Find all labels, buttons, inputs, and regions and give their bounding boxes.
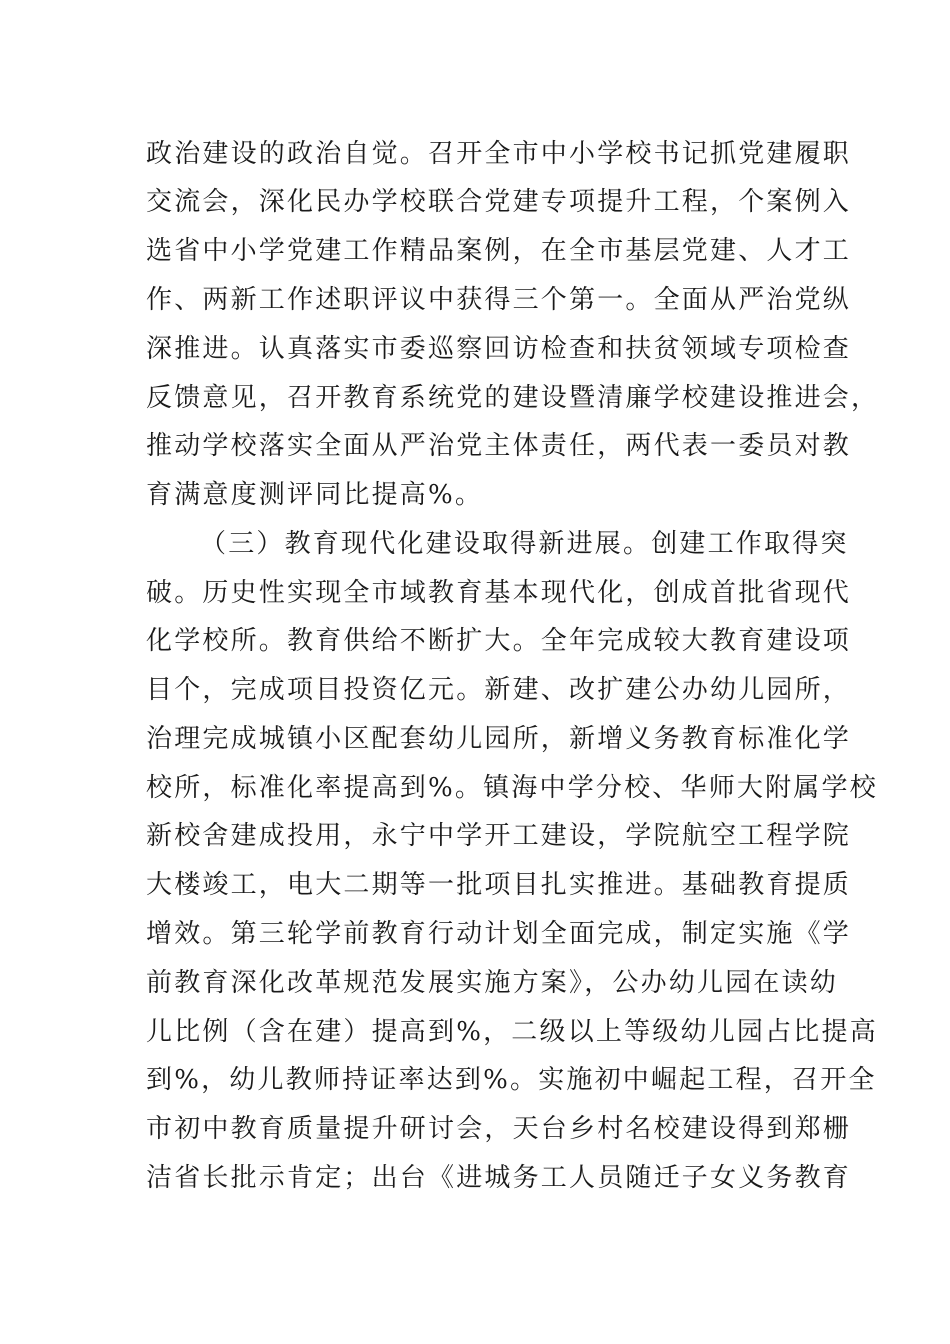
text-line: 到%，幼儿教师持证率达到%。实施初中崛起工程，召开全: [146, 1065, 877, 1095]
text-line: 儿比例（含在建）提高到%，二级以上等级幼儿园占比提高: [146, 1017, 878, 1047]
text-line: 新校舍建成投用，永宁中学开工建设，学院航空工程学院: [146, 821, 852, 851]
text-line: 反馈意见，召开教育系统党的建设暨清廉学校建设推进会，: [146, 383, 880, 413]
text-line: 化学校所。教育供给不断扩大。全年完成较大教育建设项: [146, 626, 852, 656]
text-line: 市初中教育质量提升研讨会，天台乡村名校建设得到郑栅: [146, 1114, 852, 1144]
text-line: 深推进。认真落实市委巡察回访检查和扶贫领域专项检查: [146, 334, 852, 364]
text-line: 前教育深化改革规范发展实施方案》，公办幼儿园在读幼: [146, 968, 839, 998]
text-line: 大楼竣工，电大二期等一批项目扎实推进。基础教育提质: [146, 870, 852, 900]
text-line: 育满意度测评同比提高%。: [146, 480, 484, 510]
text-line: 破。历史性实现全市域教育基本现代化，创成首批省现代: [146, 578, 852, 608]
text-line: 作、两新工作述职评议中获得三个第一。全面从严治党纵: [146, 285, 852, 315]
text-line: 校所，标准化率提高到%。镇海中学分校、华师大附属学校: [146, 773, 878, 803]
text-line: 政治建设的政治自觉。召开全市中小学校书记抓党建履职: [146, 139, 852, 169]
text-line: 增效。第三轮学前教育行动计划全面完成，制定实施《学: [146, 919, 852, 949]
text-line: 目个，完成项目投资亿元。新建、改扩建公办幼儿园所，: [146, 675, 852, 705]
text-line: 洁省长批示肯定；出台《进城务工人员随迁子女义务教育: [146, 1163, 852, 1193]
text-line: 推动学校落实全面从严治党主体责任，两代表一委员对教: [146, 431, 852, 461]
text-line: 治理完成城镇小区配套幼儿园所，新增义务教育标准化学: [146, 724, 852, 754]
section-heading-line: （三）教育现代化建设取得新进展。创建工作取得突: [200, 529, 849, 559]
text-line: 选省中小学党建工作精品案例，在全市基层党建、人才工: [146, 236, 852, 266]
text-line: 交流会，深化民办学校联合党建专项提升工程，个案例入: [146, 187, 852, 217]
